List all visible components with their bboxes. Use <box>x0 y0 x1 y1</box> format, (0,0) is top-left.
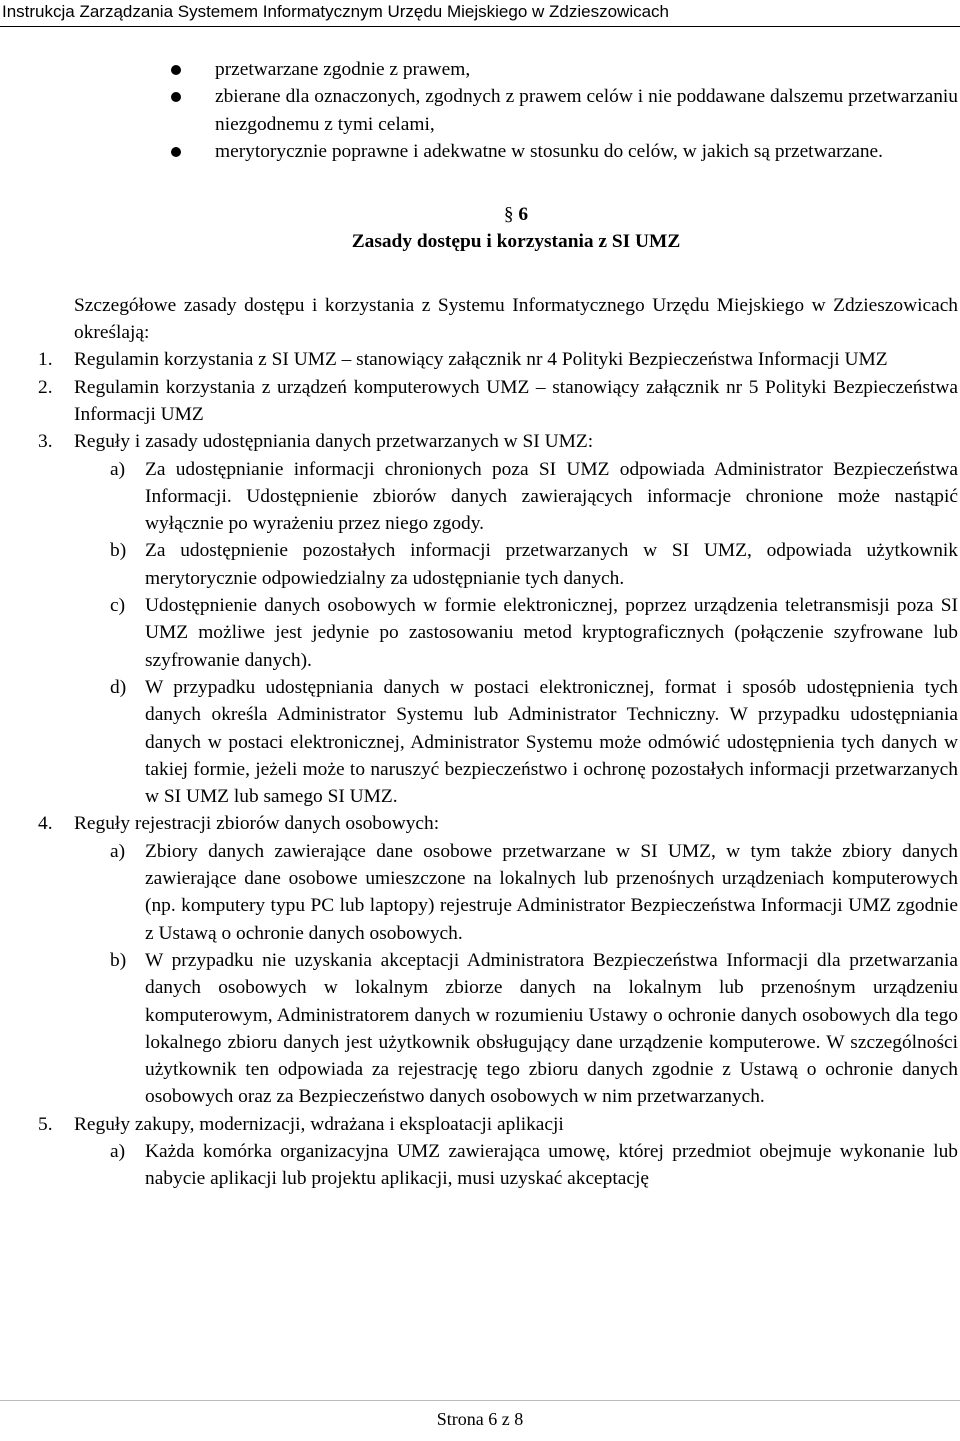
sub-item-text: Udostępnienie danych osobowych w formie elektronicznej, poprzez urządzenia teletransmisji poza SI UMZ możliwe jest jedynie po zastosowaniu metod kryptograficznych (połączenie szyfrowane lub szyfrowanie danych). <box>145 595 958 671</box>
page-number: Strona 6 z 8 <box>436 1409 524 1429</box>
page-header <box>0 0 960 27</box>
sub-item-text: W przypadku nie uzyskania akceptacji Administratora Bezpieczeństwa Informacji dla przetwarzania danych osobowych w lokalnym zbiorze danych na lokalnym lub przenośnym urządzeniu komputerowym, Administratorem danych w rozumieniu Ustawy o ochronie danych osobowych dla tego lokalnego zbioru danych jest użytkownik obsługujący dane urządzenie komputerowe. W szczególności użytkownik ten odpowiada za rejestrację tego zbioru danych zgodnie z Ustawą o ochronie danych osobowych oraz za Bezpieczeństwo danych osobowych w nim przetwarzanych. <box>145 949 958 1108</box>
sub-item-letter: b) <box>110 949 127 971</box>
item-number: 1. <box>38 349 53 371</box>
sub-item <box>74 947 958 1111</box>
sub-item <box>74 674 958 810</box>
item-number: 4. <box>38 813 53 835</box>
bullet-list <box>74 56 958 165</box>
item-text: Regulamin korzystania z SI UMZ – stanowiący załącznik nr 4 Polityki Bezpieczeństwa Informacji UMZ <box>74 349 888 371</box>
numbered-item <box>38 374 958 429</box>
numbered-list <box>38 346 958 1192</box>
list-item: merytorycznie poprawne i adekwatne w stosunku do celów, w jakich są przetwarzane. <box>74 138 958 165</box>
sub-item-letter: a) <box>110 840 126 862</box>
paragraph-symbol: § <box>503 204 514 226</box>
sub-item-text: Za udostępnianie informacji chronionych poza SI UMZ odpowiada Administrator Bezpieczeństwa Informacji. Udostępnienie zbiorów danych zawierających informacje chronione może nastąpić wyłącznie po wyrażeniu przez niego zgody. <box>145 458 958 535</box>
sub-item <box>74 838 958 947</box>
sub-item-text: W przypadku udostępniania danych w postaci elektronicznej, format i sposób udostępnienia tych danych określa Administrator Systemu lub Administrator Techniczny. W przypadku udostępniania danych w postaci elektronicznej, Administrator Systemu może odmówić udostępnienia tych danych w takiej formie, jeżeli może to naruszyć bezpieczeństwo i ochronę pozostałych informacji przetwarzanych w SI UMZ lub samego SI UMZ. <box>145 676 958 808</box>
sub-item-letter: a) <box>110 1140 126 1162</box>
numbered-item <box>38 810 958 837</box>
item-text: Reguły i zasady udostępniania danych przetwarzanych w SI UMZ: <box>74 431 594 453</box>
document-body <box>38 56 958 1193</box>
item-number: 3. <box>38 431 53 453</box>
numbered-item <box>38 346 958 373</box>
list-item: zbierane dla oznaczonych, zgodnych z prawem celów i nie poddawane dalszemu przetwarzaniu niezgodnemu z tymi celami, <box>74 83 958 138</box>
numbered-item <box>38 1111 958 1138</box>
sub-item-text: Za udostępnienie pozostałych informacji przetwarzanych w SI UMZ, odpowiada użytkownik merytorycznie odpowiedzialny za udostępnianie tych danych. <box>145 540 958 589</box>
item-text: Reguły zakupy, modernizacji, wdrażana i eksploatacji aplikacji <box>74 1113 564 1135</box>
item-text: Regulamin korzystania z urządzeń komputerowych UMZ – stanowiący załącznik nr 5 Polityki Bezpieczeństwa Informacji UMZ <box>74 376 958 425</box>
sub-item-text: Każda komórka organizacyjna UMZ zawierająca umowę, której przedmiot obejmuje wykonanie lub nabycie aplikacji lub projektu aplikacji, musi uzyskać akceptację <box>145 1140 958 1190</box>
item-number: 2. <box>38 376 53 398</box>
sub-item <box>74 1138 958 1193</box>
section-heading <box>74 201 958 256</box>
item-text: Reguły rejestracji zbiorów danych osobowych: <box>74 813 440 835</box>
intro-paragraph: Szczegółowe zasady dostępu i korzystania z Systemu Informatycznego Urzędu Miejskiego w Zdzieszowicach określają: <box>74 294 958 344</box>
sub-item <box>74 592 958 674</box>
item-number: 5. <box>38 1113 53 1135</box>
sub-item-letter: c) <box>110 595 126 617</box>
sub-item-letter: a) <box>110 458 126 480</box>
document-title: Instrukcja Zarządzania Systemem Informatycznym Urzędu Miejskiego w Zdzieszowicach <box>2 2 670 21</box>
page-footer <box>0 1400 960 1441</box>
list-item: przetwarzane zgodnie z prawem, <box>74 56 958 83</box>
sub-item-letter: b) <box>110 540 127 562</box>
sub-item <box>74 456 958 538</box>
section-title: Zasady dostępu i korzystania z SI UMZ <box>351 231 681 253</box>
section-number: 6 <box>518 204 529 226</box>
sub-item-letter: d) <box>110 676 127 698</box>
sub-item <box>74 537 958 592</box>
sub-item-text: Zbiory danych zawierające dane osobowe przetwarzane w SI UMZ, w tym także zbiory danych zawierające dane osobowe umieszczone na lokalnych lub przenośnych urządzeniach komputerowych (np. komputery typu PC lub laptopy) rejestruje Administrator Bezpieczeństwa Informacji UMZ zgodnie z Ustawą o ochronie danych osobowych. <box>145 840 958 944</box>
numbered-item <box>38 428 958 455</box>
